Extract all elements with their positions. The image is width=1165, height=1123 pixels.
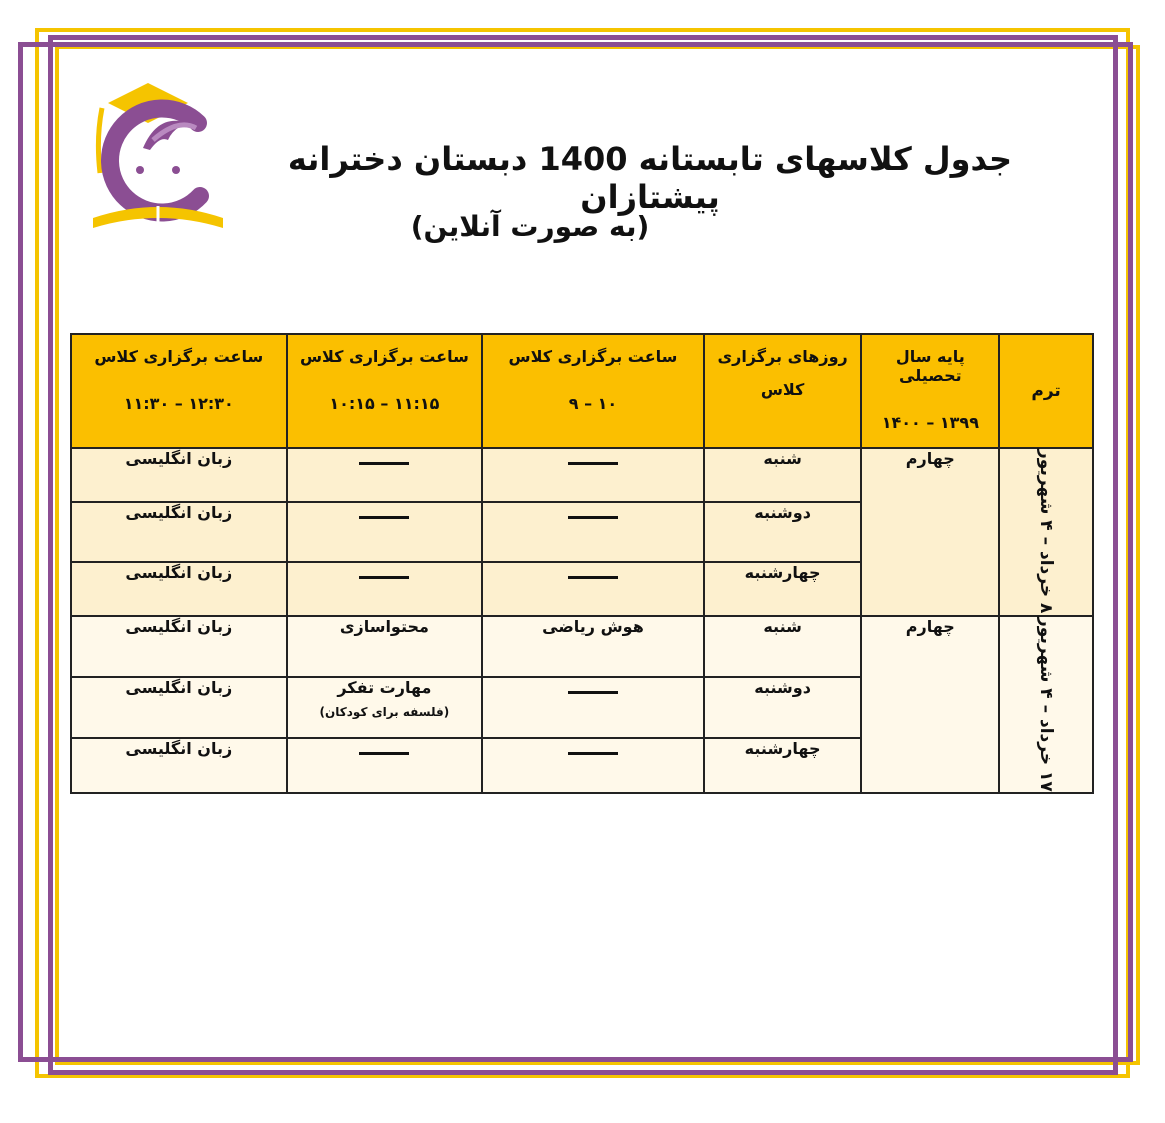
term-cell-1	[999, 448, 1093, 616]
header-slot1	[482, 334, 704, 448]
day-cell: شنبه	[704, 616, 862, 677]
empty-slot-dash	[482, 502, 704, 562]
class-cell: زبان انگلیسی	[71, 562, 287, 616]
page-title: جدول کلاسهای تابستانه 1400 دبستان دخترانه پیشتازان	[287, 140, 1013, 216]
header-days	[704, 334, 862, 448]
table-row	[71, 448, 1093, 502]
empty-slot-dash	[482, 448, 704, 502]
header-term: ترم	[999, 334, 1093, 448]
page-subtitle: (به صورت آنلاین)	[410, 210, 650, 243]
class-cell: هوش ریاضی	[482, 616, 704, 677]
day-cell: شنبه	[704, 448, 862, 502]
header-grade-year: ۱۴۰۰ – ۱۳۹۹	[881, 413, 979, 432]
term-name: ۸ خرداد – ۴ شهریور	[1036, 449, 1057, 614]
header-days-label-2: کلاس	[760, 380, 805, 399]
day-cell: دوشنبه	[704, 502, 862, 562]
empty-slot-dash	[482, 738, 704, 793]
empty-slot-dash	[482, 677, 704, 738]
header-slot1-label: ساعت برگزاری کلاس	[508, 347, 678, 366]
header-days-label: روزهای برگزاری	[717, 347, 848, 366]
day-cell: چهارشنبه	[704, 562, 862, 616]
class-cell: محتواسازی	[287, 616, 483, 677]
empty-slot-dash	[482, 562, 704, 616]
header-slot1-time: ۹ – ۱۰	[568, 394, 618, 413]
table-row	[71, 616, 1093, 677]
day-cell: چهارشنبه	[704, 738, 862, 793]
class-cell-with-note	[287, 677, 483, 738]
header-slot2-time: ۱۰:۱۵ – ۱۱:۱۵	[329, 394, 440, 413]
header-slot3	[71, 334, 287, 448]
class-cell: زبان انگلیسی	[71, 616, 287, 677]
class-cell: زبان انگلیسی	[71, 502, 287, 562]
class-note: (فلسفه برای کودکان)	[319, 704, 450, 719]
header-slot3-label: ساعت برگزاری کلاس	[94, 347, 264, 366]
empty-slot-dash	[287, 562, 483, 616]
empty-slot-dash	[287, 448, 483, 502]
grade-cell-1: چهارم	[861, 448, 999, 616]
term-name: ۱۷ خرداد – ۴ شهریور	[1036, 617, 1057, 792]
grade-cell-2: چهارم	[861, 616, 999, 793]
class-name: مهارت تفکر	[337, 677, 432, 697]
class-cell: زبان انگلیسی	[71, 738, 287, 793]
school-logo	[88, 78, 228, 238]
day-cell: دوشنبه	[704, 677, 862, 738]
header-slot2-label: ساعت برگزاری کلاس	[299, 347, 469, 366]
header-grade-label: پایه سال تحصیلی	[895, 347, 965, 385]
header-slot3-time: ۱۱:۳۰ – ۱۲:۳۰	[123, 394, 234, 413]
empty-slot-dash	[287, 738, 483, 793]
term-cell-2	[999, 616, 1093, 793]
table-header-row	[71, 334, 1093, 448]
schedule-table	[70, 333, 1094, 794]
class-cell: زبان انگلیسی	[71, 677, 287, 738]
empty-slot-dash	[287, 502, 483, 562]
header-grade	[861, 334, 999, 448]
class-cell: زبان انگلیسی	[71, 448, 287, 502]
header-slot2	[287, 334, 483, 448]
